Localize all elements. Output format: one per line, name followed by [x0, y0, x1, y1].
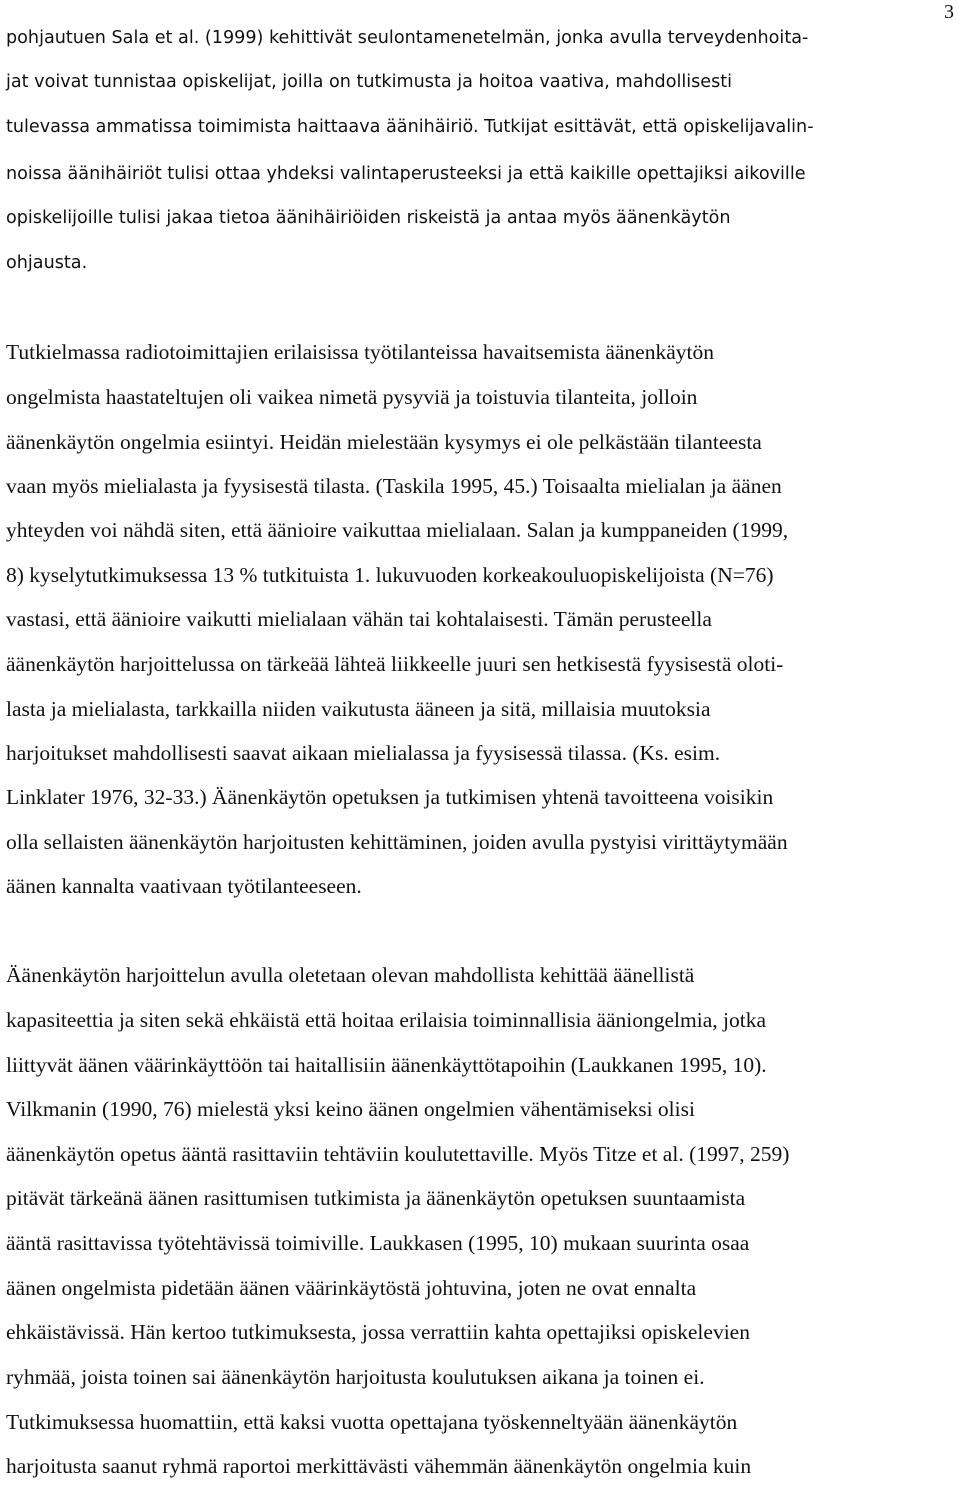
text-line: pohjautuen Sala et al. (1999) kehittivät seulontamenetelmän, jonka avulla terveydenhoita-: [6, 28, 809, 48]
text-line: äänen kannalta vaativaan työtilanteeseen.: [6, 874, 362, 898]
text-line: harjoitukset mahdollisesti saavat aikaan mielialassa ja fyysisessä tilassa. (Ks. esim.: [6, 741, 721, 765]
text-line: pitävät tärkeänä äänen rasittumisen tutkimista ja äänenkäytön opetuksen suuntaamista: [6, 1186, 746, 1210]
text-line: äänen ongelmista pidetään äänen väärinkäytöstä johtuvina, joten ne ovat ennalta: [6, 1276, 697, 1300]
text-line: äänenkäytön opetus ääntä rasittaviin tehtäviin koulutettaville. Myös Titze et al. (1997, 259): [6, 1142, 790, 1166]
text-line: noissa äänihäiriöt tulisi ottaa yhdeksi valintaperusteeksi ja että kaikille opettajiksi aikoville: [6, 164, 806, 184]
text-line: Tutkimuksessa huomattiin, että kaksi vuotta opettajana työskenneltyään äänenkäytön: [6, 1410, 738, 1434]
text-line: Tutkielmassa radiotoimittajien erilaisissa työtilanteissa havaitsemista äänenkäytön: [6, 340, 714, 364]
text-line: harjoitusta saanut ryhmä raportoi merkittävästi vähemmän äänenkäytön ongelmia kuin: [6, 1454, 752, 1478]
text-line: kapasiteettia ja siten sekä ehkäistä että hoitaa erilaisia toiminnallisia ääniongelmia, jotka: [6, 1008, 766, 1032]
text-line: Vilkmanin (1990, 76) mielestä yksi keino äänen ongelmien vähentämiseksi olisi: [6, 1097, 695, 1121]
text-line: liittyvät äänen väärinkäyttöön tai haitallisiin äänenkäyttötapoihin (Laukkanen 1995, 10).: [6, 1053, 767, 1077]
text-line: jat voivat tunnistaa opiskelijat, joilla on tutkimusta ja hoitoa vaativa, mahdollisesti: [6, 72, 733, 92]
text-line: äänenkäytön ongelmia esiintyi. Heidän mielestään kysymys ei ole pelkästään tilanteesta: [6, 430, 762, 454]
text-line: yhteyden voi nähdä siten, että äänioire vaikuttaa mielialaan. Salan ja kumppaneiden (1999,: [6, 518, 789, 542]
text-line: 8) kyselytutkimuksessa 13 % tutkituista 1. lukuvuoden korkeakouluopiskelijoista (N=76): [6, 563, 774, 587]
text-line: vastasi, että äänioire vaikutti mielialaan vähän tai kohtalaisesti. Tämän perusteella: [6, 607, 712, 631]
text-line: olla sellaisten äänenkäytön harjoitusten kehittäminen, joiden avulla pystyisi virittäytymään: [6, 830, 788, 854]
text-line: tulevassa ammatissa toimimista haittaava äänihäiriö. Tutkijat esittävät, että opiskelijavalin-: [6, 117, 814, 137]
text-line: äänenkäytön harjoittelussa on tärkeää lähteä liikkeelle juuri sen hetkisestä fyysisestä oloti-: [6, 652, 784, 676]
text-line: lasta ja mielialasta, tarkkailla niiden vaikutusta ääneen ja sitä, millaisia muutoksia: [6, 697, 711, 721]
text-line: ryhmää, joista toinen sai äänenkäytön harjoitusta koulutuksen aikana ja toinen ei.: [6, 1365, 705, 1389]
text-line: ohjausta.: [6, 253, 88, 273]
page-number: 3: [944, 1, 954, 23]
text-line: ongelmista haastateltujen oli vaikea nimetä pysyviä ja toistuvia tilanteita, jolloin: [6, 385, 698, 409]
text-line: vaan myös mielialasta ja fyysisestä tilasta. (Taskila 1995, 45.) Toisaalta mielialan ja äänen: [6, 474, 782, 498]
text-line: ääntä rasittavissa työtehtävissä toimiville. Laukkasen (1995, 10) mukaan suurinta osaa: [6, 1231, 750, 1255]
text-line: ehkäistävissä. Hän kertoo tutkimuksesta, jossa verrattiin kahta opettajiksi opiskelevien: [6, 1320, 750, 1344]
text-line: Linklater 1976, 32-33.) Äänenkäytön opetuksen ja tutkimisen yhtenä tavoitteena voisikin: [6, 785, 774, 809]
text-line: opiskelijoille tulisi jakaa tietoa äänihäiriöiden riskeistä ja antaa myös äänenkäytön: [6, 208, 731, 228]
text-line: Äänenkäytön harjoittelun avulla oletetaan olevan mahdollista kehittää äänellistä: [6, 963, 695, 987]
